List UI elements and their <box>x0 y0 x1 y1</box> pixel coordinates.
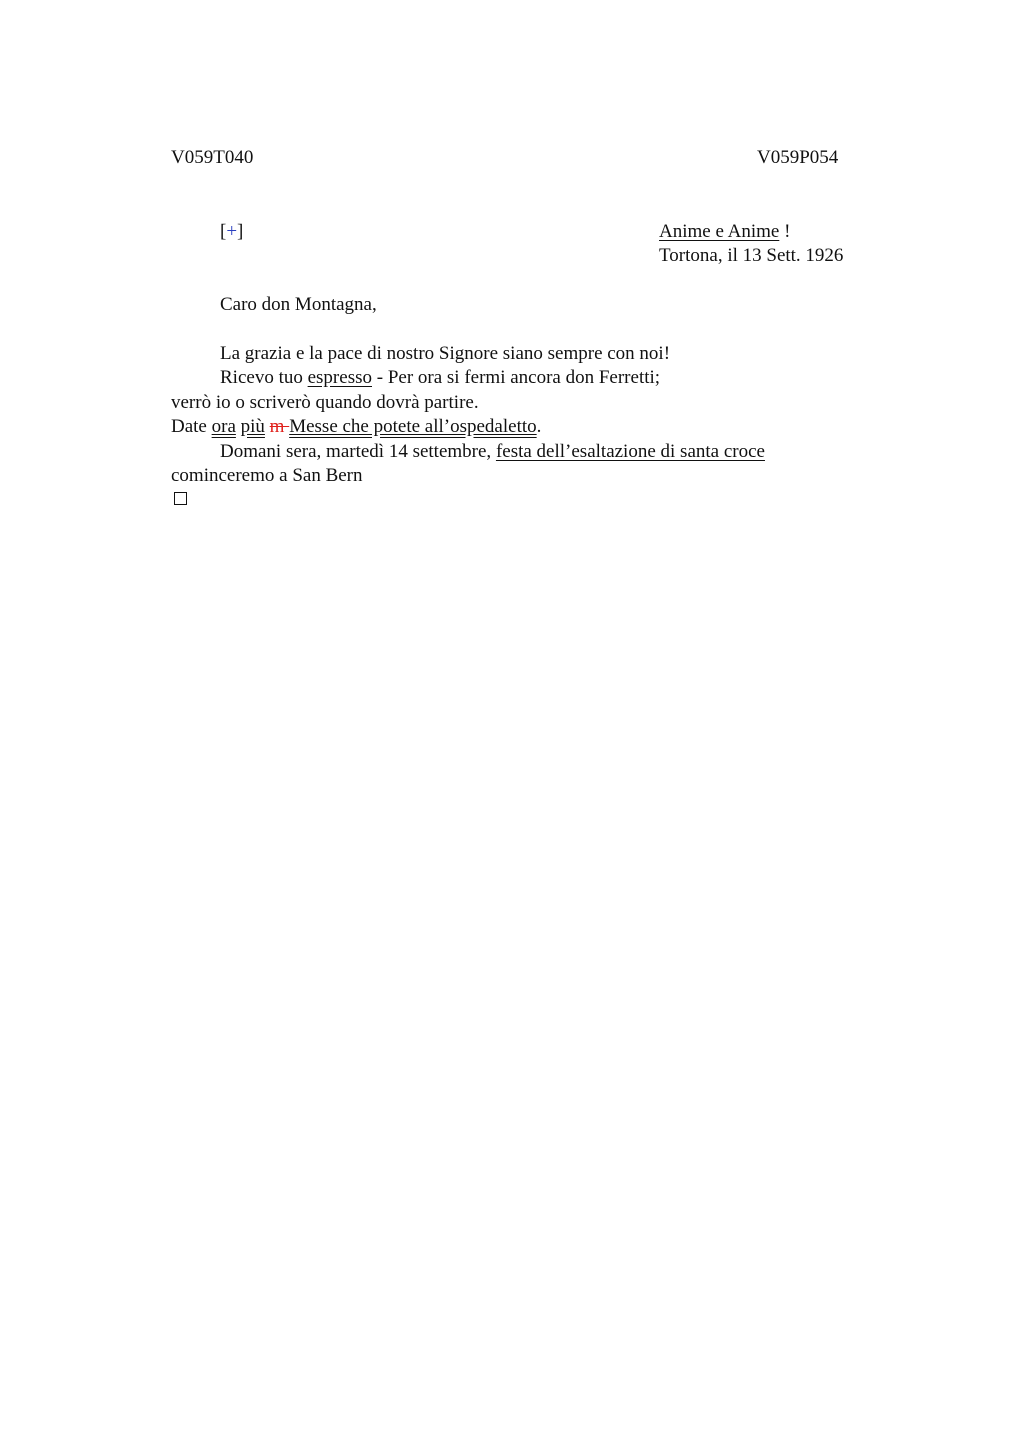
body-line-2 <box>220 366 660 390</box>
double-underlined-piu: più <box>240 416 265 437</box>
cross-icon: + <box>226 221 238 242</box>
double-underlined-ora: ora <box>211 416 236 437</box>
body-line-2-start: Ricevo tuo <box>220 367 308 388</box>
body-line-4-end: . <box>536 416 542 437</box>
bracket-open: [ <box>220 221 227 242</box>
body-line-4-start: Date <box>171 416 212 437</box>
motto-punct: ! <box>779 221 791 242</box>
archive-code-left: V059T040 <box>171 147 254 168</box>
body-line-1: La grazia e la pace di nostro Signore siano sempre con noi! <box>220 343 671 364</box>
body-line-2-end: - Per ora si fermi ancora don Ferretti; <box>372 367 661 388</box>
deleted-text: m <box>269 416 290 437</box>
bracket-close: ] <box>237 221 244 242</box>
body-line-4 <box>171 415 541 439</box>
square-box-icon <box>174 492 187 505</box>
motto: Anime e Anime <box>659 221 780 242</box>
underlined-espresso: espresso <box>307 367 372 388</box>
double-underlined-messe: Messe che potete all’ospedaletto <box>289 416 537 437</box>
motto-line <box>659 220 790 244</box>
body-line-3: verrò io o scriverò quando dovrà partire. <box>171 392 479 413</box>
body-line-5 <box>220 440 765 464</box>
archive-code-right: V059P054 <box>757 147 839 168</box>
place-date: Tortona, il 13 Sett. 1926 <box>659 245 844 266</box>
body-line-6: cominceremo a San Bern <box>171 465 363 486</box>
body-line-5-start: Domani sera, martedì 14 settembre, <box>220 441 496 462</box>
greeting: Caro don Montagna, <box>220 294 377 315</box>
underlined-festa: festa dell’esaltazione di santa croce <box>495 441 765 462</box>
cross-marker <box>220 220 243 244</box>
